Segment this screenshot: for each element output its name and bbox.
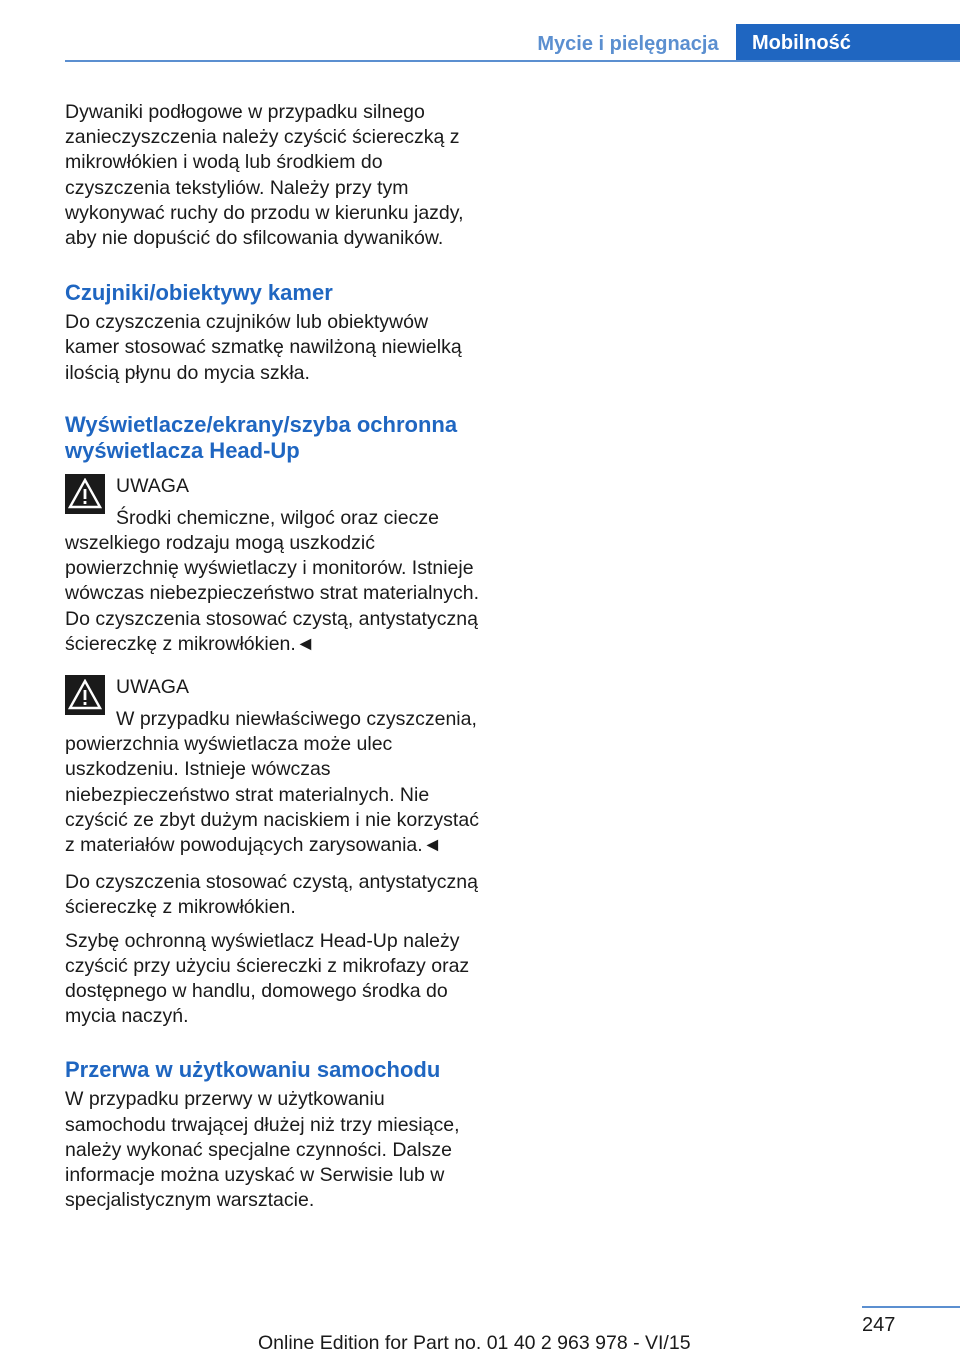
warning-triangle-icon [65, 474, 105, 514]
footer-divider [862, 1306, 960, 1308]
warning-block-1 [65, 474, 480, 657]
storage-paragraph: W przypadku przerwy w użytkowaniu samochodu trwającej dłużej niż trzy miesiące, należy wykonać specjalne czynności. Dalsze informacje można uzyskać w Serwisie lub w specjalistycznym warsztacie. [65, 1088, 460, 1212]
displays-paragraph-2: Szybę ochronną wyświetlacz Head-Up należy czyścić przy użyciu ściereczki z mikrofazy oraz dostępnego w handlu, domowego środka do mycia naczyń. [65, 929, 470, 1028]
warning-text: W przypadku niewłaściwego czyszczenia, powierzchnia wyświetlacza może ulec uszkodzeniu. Istnieje wówczas niebezpieczeństwo strat materialnych. Nie czyścić ze zbyt dużym naciskiem i nie korzystać z materiałów powodujących zarysowania.◄ [65, 708, 479, 857]
warning-block-2 [65, 675, 480, 858]
warning-text: Środki chemiczne, wilgoć oraz ciecze wszelkiego rodzaju mogą uszkodzić powierzchnię wyświetlaczy i monitorów. Istnieje wówczas niebezpieczeństwo strat materialnych. Do czyszczenia stosować czystą, antystatyczną ściereczkę z mikrowłókien.◄ [65, 506, 480, 655]
storage-heading: Przerwa w użytkowaniu samochodu [65, 1057, 441, 1083]
displays-paragraph-1: Do czyszczenia stosować czystą, antystatyczną ściereczkę z mikrowłókien. [65, 871, 478, 919]
warning-label: UWAGA [116, 474, 189, 497]
warning-label: UWAGA [116, 676, 189, 699]
sensors-heading: Czujniki/obiektywy kamer [65, 280, 333, 306]
displays-heading: Wyświetlacze/ekrany/szyba ochronna wyświetlacza Head-Up [65, 411, 458, 463]
warning-triangle-icon [65, 675, 105, 715]
page-content [65, 100, 480, 1214]
footer-edition: Online Edition for Part no. 01 40 2 963 978 - VI/15 [258, 1332, 691, 1354]
header-divider [65, 60, 960, 62]
sensors-paragraph: Do czyszczenia czujników lub obiektywów kamer stosować szmatkę nawilżoną niewielką ilością płynu do mycia szkła. [65, 311, 462, 384]
header-section-title: Mycie i pielęgnacja [537, 32, 719, 55]
intro-paragraph: Dywaniki podłogowe w przypadku silnego zanieczyszczenia należy czyścić ściereczką z mikrowłókien i wodą lub środkiem do czyszczenia tekstyliów. Należy przy tym wykonywać ruchy do przodu w kierunku jazdy, aby nie dopuścić do sfilcowania dywaników. [65, 101, 464, 250]
page-number: 247 [862, 1314, 896, 1336]
header-chapter-tab: Mobilność [736, 24, 960, 62]
